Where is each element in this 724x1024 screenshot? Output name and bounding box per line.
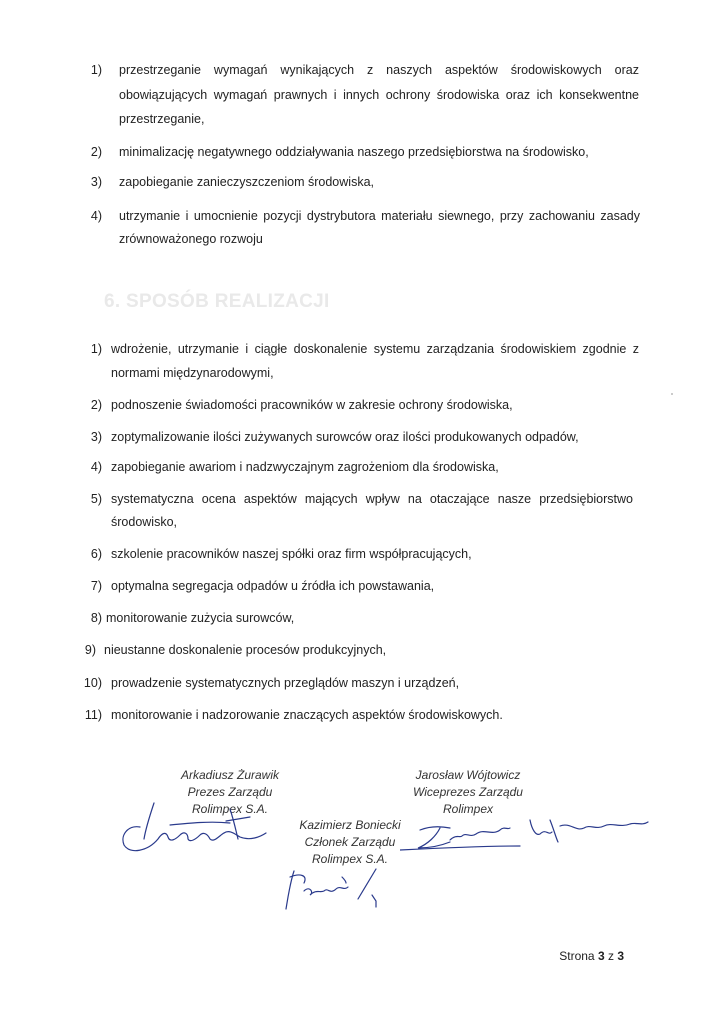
item-number: 2) (90, 398, 102, 412)
item-number: 5) (90, 492, 102, 506)
signatory-block (280, 817, 420, 868)
signatory-name: Kazimierz Boniecki (299, 818, 401, 832)
item-line: zapobieganie zanieczyszczeniom środowiska, (119, 175, 374, 189)
signatory-role: Członek Zarządu (304, 835, 396, 849)
item-number: 11) (84, 708, 102, 722)
signatory-name: Arkadiusz Żurawik (180, 768, 280, 782)
item-line: nieustanne doskonalenie procesów produkcyjnych, (104, 643, 387, 657)
item-number: 4) (90, 460, 102, 474)
item-number: 2) (90, 145, 102, 159)
item-line: utrzymanie i umocnienie pozycji dystrybutora materiału siewnego, przy zachowaniu zasady (119, 209, 640, 223)
signature-boniecki (280, 865, 390, 915)
page-footer (559, 949, 624, 963)
page-label: Strona (559, 949, 595, 963)
item-number: 9) (84, 643, 96, 657)
item-line: przestrzeganie wymagań wynikających z naszych aspektów środowiskowych oraz (119, 63, 639, 77)
item-line: systematyczna ocena aspektów mających wpływ na otaczające nasze przedsiębiorstwo (111, 492, 633, 506)
item-line: minimalizację negatywnego oddziaływania naszego przedsiębiorstwa na środowisko, (119, 145, 589, 159)
item-line: monitorowanie zużycia surowców, (106, 611, 295, 625)
item-line: zrównoważonego rozwoju (119, 232, 263, 246)
item-number: 10) (83, 676, 102, 690)
signature-wojtowicz (400, 812, 660, 862)
item-line: optymalna segregacja odpadów u źródła ich powstawania, (111, 579, 435, 593)
item-line: normami międzynarodowymi, (111, 366, 274, 380)
signatory-company: Rolimpex S.A. (191, 802, 269, 816)
item-line: prowadzenie systematycznych przeglądów maszyn i urządzeń, (111, 676, 460, 690)
total-pages: 3 (617, 949, 624, 963)
scan-speck (671, 393, 673, 395)
item-line: monitorowanie i nadzorowanie znaczących aspektów środowiskowych. (111, 708, 503, 722)
current-page: 3 (597, 949, 605, 963)
item-number: 1) (90, 342, 102, 356)
section-heading: 6. SPOSÓB REALIZACJI (104, 291, 330, 312)
signatory-role: Prezes Zarządu (187, 785, 273, 799)
item-line: zapobieganie awariom i nadzwyczajnym zagrożeniom dla środowiska, (111, 460, 499, 474)
signatory-company: Rolimpex S.A. (311, 852, 389, 866)
signatory-name: Jarosław Wójtowicz (415, 768, 521, 782)
signatory-block (388, 767, 548, 818)
item-number: 3) (90, 175, 102, 189)
item-line: szkolenie pracowników naszej spółki oraz firm współpracujących, (111, 547, 472, 561)
item-number: 8) (90, 611, 102, 625)
item-number: 3) (90, 430, 102, 444)
item-number: 6) (90, 547, 102, 561)
item-line: wdrożenie, utrzymanie i ciągłe doskonalenie systemu zarządzania środowiskiem zgodnie z (111, 342, 639, 356)
signatory-role: Wiceprezes Zarządu (413, 785, 523, 799)
signatory-company: Rolimpex (442, 802, 493, 816)
item-number: 4) (90, 209, 102, 223)
item-line: środowisko, (111, 515, 177, 529)
item-line: podnoszenie świadomości pracowników w zakresie ochrony środowiska, (111, 398, 513, 412)
item-number: 1) (90, 63, 102, 77)
item-line: zoptymalizowanie ilości zużywanych surowców oraz ilości produkowanych odpadów, (111, 430, 579, 444)
signature-zurawik (110, 795, 280, 865)
item-number: 7) (90, 579, 102, 593)
item-line: przestrzeganie, (119, 112, 205, 126)
page-separator: z (607, 949, 614, 963)
item-line: obowiązujących wymagań prawnych i innych ochrony środowiska oraz ich konsekwentne (119, 88, 639, 102)
